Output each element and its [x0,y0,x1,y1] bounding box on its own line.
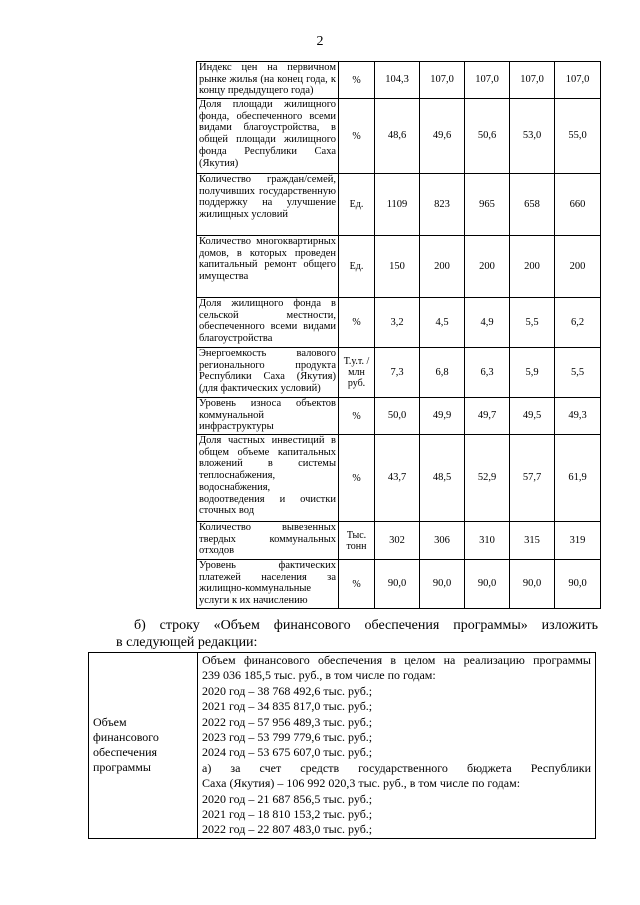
indicator-name: Доля жилищного фонда в сельской местности, обеспеченного всеми видами благоустройства [197,298,339,348]
financing-line: 2020 год – 38 768 492,6 тыс. руб.; [202,683,373,698]
indicator-value: 4,5 [420,298,465,348]
indicator-unit: % [339,560,375,609]
indicator-value: 90,0 [375,560,420,609]
financing-table [88,652,596,839]
financing-line: 2022 год – 22 807 483,0 тыс. руб.; [202,822,373,837]
indicator-value: 90,0 [555,560,601,609]
indicator-name: Энергоемкость валового регионального продукта Республики Саха (Якутия) (для фактических условий) [197,348,339,398]
table-row [197,435,601,522]
financing-line: 2021 год – 34 835 817,0 тыс. руб.; [202,699,373,714]
indicator-value: 150 [375,236,420,298]
indicator-value: 6,2 [555,298,601,348]
indicator-unit: % [339,435,375,522]
indicator-unit: Тыс. тонн [339,522,375,560]
indicator-value: 49,9 [420,398,465,435]
table-row [197,522,601,560]
indicator-value: 200 [510,236,555,298]
indicator-value: 107,0 [510,62,555,99]
table-row [197,236,601,298]
paragraph-line: б) строку «Объем финансового обеспечения программы» изложить [134,618,598,633]
indicator-value: 55,0 [555,99,601,174]
indicator-value: 7,3 [375,348,420,398]
page-number: 2 [316,34,324,49]
indicator-value: 49,7 [465,398,510,435]
indicator-value: 315 [510,522,555,560]
indicator-value: 90,0 [510,560,555,609]
indicator-name: Количество вывезенных твердых коммунальных отходов [197,522,339,560]
indicator-unit: Ед. [339,174,375,236]
indicator-value: 107,0 [465,62,510,99]
indicator-name: Уровень фактических платежей населения за жилищно-коммунальные услуги к их начислению [197,560,339,609]
indicator-value: 310 [465,522,510,560]
amendment-paragraph [116,617,598,651]
indicator-unit: % [339,298,375,348]
financing-line: 2020 год – 21 687 856,5 тыс. руб.; [202,791,373,806]
indicator-name: Доля площади жилищного фонда, обеспеченного всеми видами благоустройства, в общей площади жилищного фонда Республики Саха (Якутия) [197,99,339,174]
indicator-value: 823 [420,174,465,236]
table-row [197,298,601,348]
indicator-name: Индекс цен на первичном рынке жилья (на конец года, к концу предыдущего года) [197,62,339,99]
indicator-unit: Ед. [339,236,375,298]
indicator-value: 57,7 [510,435,555,522]
indicator-value: 104,3 [375,62,420,99]
indicator-value: 50,0 [375,398,420,435]
indicator-value: 61,9 [555,435,601,522]
indicator-unit: % [339,398,375,435]
paragraph-line: в следующей редакции: [116,635,258,650]
indicator-value: 49,6 [420,99,465,174]
financing-line: 2024 год – 53 675 607,0 тыс. руб.; [202,745,373,760]
indicator-value: 107,0 [420,62,465,99]
indicator-unit: % [339,99,375,174]
indicator-value: 49,5 [510,398,555,435]
financing-line: 2021 год – 18 810 153,2 тыс. руб.; [202,807,373,822]
indicator-value: 965 [465,174,510,236]
indicator-value: 48,6 [375,99,420,174]
indicator-value: 660 [555,174,601,236]
indicator-value: 302 [375,522,420,560]
indicator-value: 52,9 [465,435,510,522]
table-row [197,398,601,435]
financing-line: Саха (Якутия) – 106 992 020,3 тыс. руб., в том числе по годам: [202,776,521,791]
financing-line: 2022 год – 57 956 489,3 тыс. руб.; [202,714,373,729]
indicator-name: Количество граждан/семей, получивших государственную поддержку на улучшение жилищных условий [197,174,339,236]
financing-line: 239 036 185,5 тыс. руб., в том числе по годам: [202,668,436,683]
indicator-value: 200 [465,236,510,298]
indicator-value: 200 [420,236,465,298]
indicator-name: Уровень износа объектов коммунальной инфраструктуры [197,398,339,435]
indicator-value: 50,6 [465,99,510,174]
financing-content [198,653,596,839]
indicator-value: 6,8 [420,348,465,398]
indicator-value: 5,5 [555,348,601,398]
table-row [197,348,601,398]
indicator-value: 53,0 [510,99,555,174]
indicator-value: 48,5 [420,435,465,522]
indicator-value: 319 [555,522,601,560]
indicator-value: 43,7 [375,435,420,522]
indicator-value: 658 [510,174,555,236]
financing-line: 2023 год – 53 799 779,6 тыс. руб.; [202,730,373,745]
table-row [197,99,601,174]
table-row [197,62,601,99]
indicator-value: 49,3 [555,398,601,435]
indicator-value: 4,9 [465,298,510,348]
indicators-table [196,61,601,609]
indicator-value: 90,0 [465,560,510,609]
financing-label: Объем финансового обеспечения программы [89,653,198,839]
indicator-name: Количество многоквартирных домов, в которых проведен капитальный ремонт общего имущества [197,236,339,298]
indicator-value: 1109 [375,174,420,236]
indicator-value: 3,2 [375,298,420,348]
financing-line: Объем финансового обеспечения в целом на реализацию программы [202,653,591,667]
indicator-value: 200 [555,236,601,298]
table-row [197,560,601,609]
indicator-value: 107,0 [555,62,601,99]
indicator-unit: Т.у.т. /млн руб. [339,348,375,398]
financing-line: а) за счет средств государственного бюджета Республики [202,760,591,775]
indicator-value: 306 [420,522,465,560]
indicator-name: Доля частных инвестиций в общем объеме капитальных вложений в системы теплоснабжения, водоснабжения, водоотведения и очистки сточных вод [197,435,339,522]
indicator-value: 5,5 [510,298,555,348]
indicator-value: 90,0 [420,560,465,609]
indicator-unit: % [339,62,375,99]
table-row [197,174,601,236]
indicator-value: 6,3 [465,348,510,398]
indicator-value: 5,9 [510,348,555,398]
